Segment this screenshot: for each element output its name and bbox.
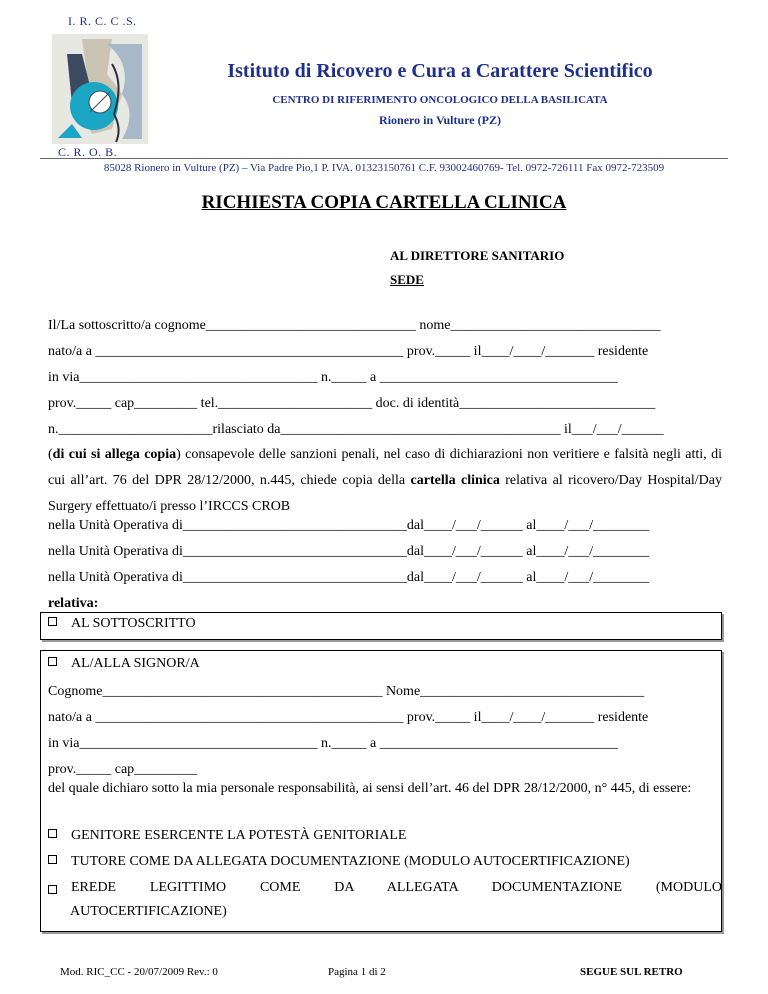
declaration-text: del quale dichiaro sotto la mia personale responsabilità, ai sensi dell’art. 46 del DPR 28/12/2000, n° 445, di essere: [48,781,692,796]
requester-contact-line[interactable]: prov._____ cap_________ tel.______________________ doc. di identità____________________________ [48,396,656,411]
self-option-label: AL SOTTOSCRITTO [71,616,196,631]
option-heir[interactable] [48,880,722,896]
other-checkbox[interactable] [48,657,57,666]
other-option[interactable] [48,656,722,672]
requester-address-line[interactable]: in via__________________________________ n._____ a __________________________________ [48,370,618,385]
unit-row-3[interactable]: nella Unità Operativa di________________________________dal____/___/______ al____/___/________ [48,570,650,585]
recipient-line2: SEDE [390,272,424,287]
request-text-2: relativa al ricovero/Day Hospital/Day Surgery effettuato/i presso l’IRCCS CROB [48,473,723,514]
footer-page: Pagina 1 di 2 [328,966,386,978]
request-text-1: ) consapevole delle sanzioni penali, nel caso di dichiarazioni non veritiere e falsità negli atti, di cui all’art. 76 del DPR 28/12/2000, n.445, chiede copia della [48,447,722,488]
option-parent-label: GENITORE ESERCENTE LA POTESTÀ GENITORIALE [71,828,407,843]
option-guardian-label: TUTORE COME DA ALLEGATA DOCUMENTAZIONE (MODULO AUTOCERTIFICAZIONE) [71,854,630,869]
requester-birth-line[interactable]: nato/a a ____________________________________________ prov._____ il____/____/_______ residente [48,344,649,359]
request-paragraph [48,442,722,520]
center-name: CENTRO DI RIFERIMENTO ONCOLOGICO DELLA BASILICATA [272,94,608,106]
guardian-checkbox[interactable] [48,855,57,864]
relativa-label: relativa: [48,596,99,611]
unit-row-1[interactable]: nella Unità Operativa di________________________________dal____/___/______ al____/___/________ [48,518,650,533]
header-divider [40,158,728,159]
other-address-line[interactable]: in via__________________________________ n._____ a __________________________________ [48,736,618,751]
unit-row-2[interactable]: nella Unità Operativa di________________________________dal____/___/______ al____/___/________ [48,544,650,559]
parent-checkbox[interactable] [48,829,57,838]
address-line: 85028 Rionero in Vulture (PZ) – Via Padre Pio,1 P. IVA. 01323150761 C.F. 93002460769- Tel. 0972-726111 Fax 0972-723509 [103,162,665,174]
clinical-record-term: cartella clinica [410,473,500,488]
other-prov-line[interactable]: prov._____ cap_________ [48,762,198,777]
other-name-line[interactable]: Cognome________________________________________ Nome________________________________ [48,684,645,699]
footer-model: Mod. RIC_CC - 20/07/2009 Rev.: 0 [60,966,218,978]
option-heir-label: EREDE LEGITTIMO COME DA ALLEGATA DOCUMENTAZIONE (MODULO [71,880,722,895]
institute-logo [52,34,148,144]
footer-continues: SEGUE SUL RETRO [580,966,683,978]
attached-copy-note: di cui si allega copia [52,447,177,462]
paren-open: ( [48,447,53,462]
recipient-line1: AL DIRETTORE SANITARIO [390,248,565,263]
requester-name-line[interactable]: Il/La sottoscritto/a cognome______________________________ nome______________________________ [48,318,661,333]
option-heir-continued: AUTOCERTIFICAZIONE) [70,904,227,919]
acronym-top: I. R. C. C .S. [68,14,137,28]
heir-checkbox[interactable] [48,885,57,894]
self-checkbox[interactable] [48,617,57,626]
other-option-label: AL/ALLA SIGNOR/A [71,656,200,671]
institute-name: Istituto di Ricovero e Cura a Carattere Scientifico [227,60,653,82]
option-parent[interactable] [48,828,722,844]
acronym-bottom: C. R. O. B. [58,145,118,159]
institute-location: Rionero in Vulture (PZ) [379,113,501,127]
other-birth-line[interactable]: nato/a a ____________________________________________ prov._____ il____/____/_______ residente [48,710,649,725]
document-title: RICHIESTA COPIA CARTELLA CLINICA [201,192,567,213]
option-guardian[interactable] [48,854,722,870]
self-option[interactable] [48,616,722,632]
requester-document-line[interactable]: n.______________________rilasciato da________________________________________ il___/___/______ [48,422,664,437]
